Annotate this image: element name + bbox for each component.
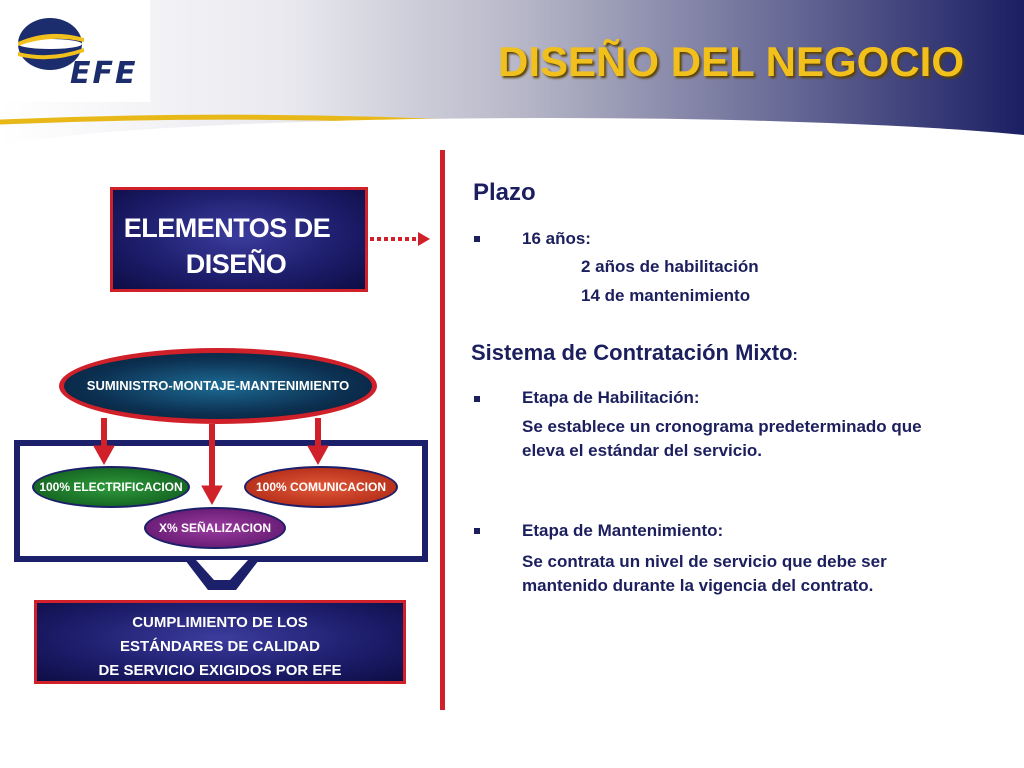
elementos-title-line1: ELEMENTOS DE (123, 213, 331, 243)
cumplimiento-box (34, 600, 406, 684)
vertical-divider (440, 150, 445, 710)
sistema-heading-text: Sistema de Contratación Mixto (471, 340, 793, 365)
sistema-heading (471, 340, 798, 366)
sistema-heading-colon: : (792, 347, 798, 364)
bullet-square (474, 528, 480, 534)
efe-logo (0, 0, 150, 102)
page-title: DISEÑO DEL NEGOCIO (498, 38, 964, 85)
suministro-montaje-oval: SUMINISTRO-MONTAJE-MANTENIMIENTO (59, 348, 377, 424)
plazo-sub-mantenimiento: 14 de mantenimiento (581, 286, 751, 305)
plazo-heading: Plazo (473, 179, 536, 206)
bullet-square (474, 236, 480, 242)
elementos-title-line2: DISEÑO (185, 249, 287, 279)
bullet-square (474, 396, 480, 402)
comunicacion-oval: 100% COMUNICACION (244, 466, 398, 508)
habilitacion-description: Se establece un cronograma predeterminado que eleva el estándar del servicio. (522, 417, 922, 460)
cumplimiento-line1: CUMPLIMIENTO DE LOS (132, 614, 308, 631)
electrificacion-oval: 100% ELECTRIFICACION (32, 466, 190, 508)
mantenimiento-bullet-text: Etapa de Mantenimiento: (522, 521, 724, 540)
mantenimiento-description: Se contrata un nivel de servicio que debe ser mantenido durante la vigencia del contrato. (522, 552, 887, 595)
cumplimiento-line3: DE SERVICIO EXIGIDOS POR EFE (98, 662, 342, 679)
elementos-de-diseno-box (110, 187, 368, 292)
plazo-sub-habilitacion: 2 años de habilitación (581, 257, 759, 276)
cumplimiento-line2: ESTÁNDARES DE CALIDAD (119, 638, 320, 655)
senalizacion-oval: X% SEÑALIZACION (144, 507, 286, 549)
plazo-bullet-text: 16 años: (522, 229, 591, 248)
efe-logo-text: EFE (70, 56, 138, 91)
habilitacion-bullet-text: Etapa de Habilitación: (522, 388, 700, 407)
